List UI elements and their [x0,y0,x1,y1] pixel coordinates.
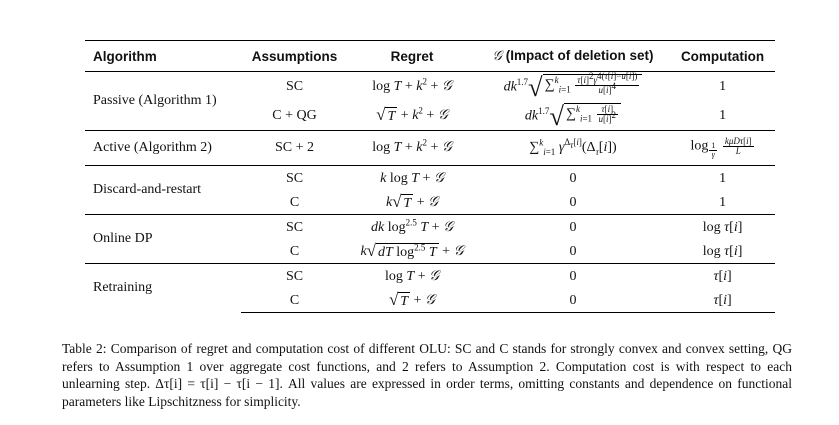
impact-value: 0 [569,243,577,259]
assumption-discard-2: C [289,194,300,210]
caption-label: Table 2: [62,341,107,356]
comparison-table [85,40,775,313]
computation-value: 1 [719,79,727,94]
regret-formula: √ T + 𝒢 [348,289,476,313]
impact-value: 0 [476,215,670,241]
regret-formula: log T + 𝒢 [348,264,476,290]
impact-formula: ∑$^k_{i=1}$ $\gamma^{\Delta_\tau[i]}(\Delta_\tau[i])$ [476,131,670,166]
header-assumptions: Assumptions [241,41,348,72]
computation-formula: τ[i] [670,289,775,313]
regret-formula: k log T + 𝒢 [348,166,476,192]
algorithm-retraining: Retraining [85,264,241,313]
computation-value: 1 [719,108,727,123]
algorithm-active: Active (Algorithm 2) [85,131,241,166]
regret-formula: $\log T + k^2$ + 𝒢 [372,76,452,94]
impact-formula: $dk^{1.7}$ √ ∑$^k_{i=1}$ $\frac{\tau[i]}{u[i]^2}$ [476,102,670,131]
regret-formula: k √ T + 𝒢 [385,191,439,211]
computation-formula: τ[i] [670,264,775,290]
header-impact [476,41,670,72]
impact-value: 0 [476,264,670,290]
table-row-discard-sc [85,166,775,192]
assumption-discard-1: SC [241,166,348,192]
algorithm-online-dp: Online DP [85,215,241,264]
computation-value: 1 [670,166,775,192]
table-caption [62,340,792,410]
assumption-passive-2: C + QG [272,108,317,123]
computation-formula: log τ[i] [670,215,775,241]
impact-value: 0 [476,289,670,313]
impact-value: 0 [476,166,670,192]
assumption-online-2: C [289,243,300,259]
assumption-retrain-1: SC [241,264,348,290]
regret-formula: dk $\log^{2.5} T$ + 𝒢 [348,215,476,241]
header-impact-symbol: 𝒢 [492,48,503,63]
header-computation: Computation [670,41,775,72]
computation-formula: log $_{\frac{1}{\gamma}}$ kμDτ[i] L [670,131,775,166]
regret-formula: $\log T + k^2$ + 𝒢 [348,131,476,166]
header-algorithm: Algorithm [85,41,241,72]
computation-value: 1 [719,194,727,210]
algorithm-passive: Passive (Algorithm 1) [93,93,217,108]
regret-formula: k √ dT $\log^{2.5} T$ + 𝒢 [360,240,464,260]
header-impact-text: (Impact of deletion set) [505,48,654,63]
table-row-retrain-sc [85,264,775,290]
regret-formula: √ T + $k^2$ + 𝒢 [376,105,448,124]
table-header-row [85,41,775,72]
algorithm-discard: Discard-and-restart [85,166,241,215]
assumption-retrain-2: C [241,289,348,313]
assumption-active-1: SC + 2 [241,131,348,166]
caption-text: Comparison of regret and computation cost of different OLU: SC and C stands for strongly convex and convex setting, QG refers to Assumption 1 over aggregate cost functions, and 2 refers to Assumption 2. Computation cost is with respect to each unlearning step. Δτ[i] = τ[i] − τ[i − 1]. All values are expressed in order terms, omitting constants and dependence on functional parameters like Lipschitzness for simplicity. [62,341,793,409]
table-row-online-sc [85,215,775,241]
computation-formula: log τ[i] [702,243,743,259]
assumption-online-1: SC [241,215,348,241]
table-row-passive-sc [85,72,775,103]
impact-formula: $dk^{1.7}$ √ ∑$^k_{i=1}$ $\frac{\tau[i]^2\gamma^{4(\tau[i]-u[i])}}{u[i]^4}$ [476,72,670,103]
header-regret: Regret [348,41,476,72]
table-row-active [85,131,775,166]
impact-value: 0 [569,194,577,210]
assumption-passive-1: SC [285,79,304,94]
